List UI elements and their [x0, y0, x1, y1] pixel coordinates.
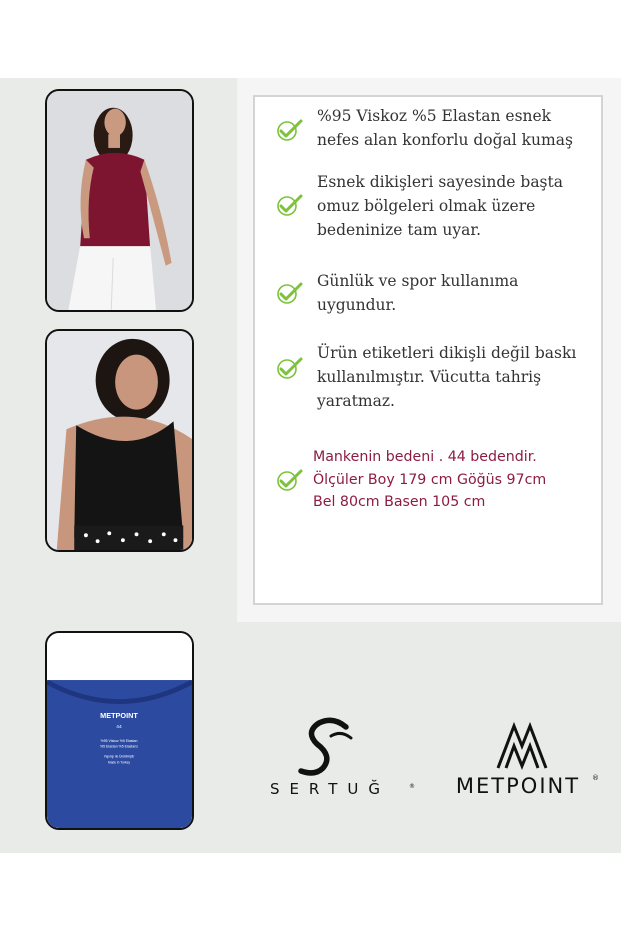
sertug-wordmark: SERTUĞ [269, 780, 391, 798]
feature-text-labels: Ürün etiketleri dikişli değil baskı kullanılmıştır. Vücutta tahriş yaratmaz. [317, 344, 577, 410]
label-line-4: Made in Turkey [108, 760, 130, 765]
product-photo-label [45, 631, 194, 830]
metpoint-logo [442, 718, 600, 798]
check-icon [275, 193, 303, 217]
label-size: 44 [116, 725, 122, 731]
check-icon [275, 281, 303, 305]
sertug-logo [245, 716, 415, 800]
product-photo-burgundy [45, 89, 194, 312]
check-icon [275, 356, 303, 380]
sertug-s-icon [301, 720, 351, 773]
check-icon [275, 468, 303, 492]
product-photo-black [45, 329, 194, 552]
metpoint-registered: ® [592, 774, 599, 782]
check-icon [275, 118, 303, 142]
feature-text-fabric: %95 Viskoz %5 Elastan esnek nefes alan konforlu doğal kumaş [317, 107, 573, 149]
label-line-2: %5 Elastan %5 Elastanz [100, 744, 139, 749]
feature-text-stitching: Esnek dikişleri sayesinde başta omuz bölgeleri olmak üzere bedeninize tam uyar. [317, 173, 563, 239]
feature-text-usage: Günlük ve spor kullanıma uygundur. [317, 272, 519, 314]
metpoint-m-icon [498, 726, 546, 768]
sertug-registered: ® [409, 783, 415, 790]
label-line-3: Yapılışı ile Üretilmiştir [103, 754, 135, 759]
metpoint-wordmark: METPOINT [455, 774, 581, 798]
label-line-1: %95 Viskoz %5 Elastan [100, 738, 138, 743]
feature-text-model-size: Mankenin bedeni . 44 bedendir. Ölçüler Boy 179 cm Göğüs 97cm Bel 80cm Basen 105 cm [313, 449, 547, 510]
label-brand: METPOINT [100, 711, 138, 721]
